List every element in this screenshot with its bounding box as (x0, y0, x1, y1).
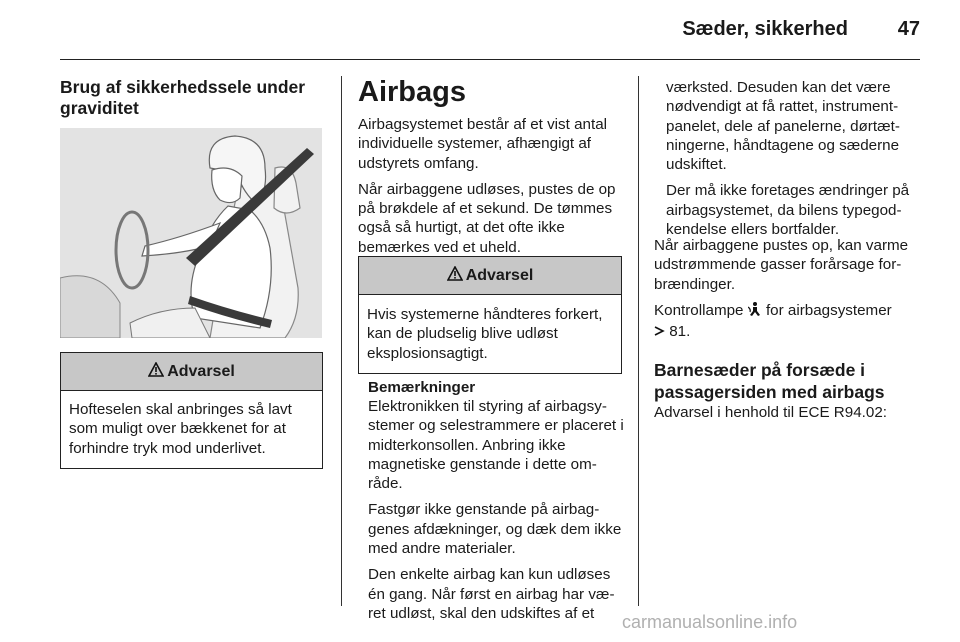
page-header (60, 0, 920, 60)
page-number: 47 (897, 18, 920, 40)
column-divider-1 (341, 76, 342, 606)
warning-text: Hofteselen skal anbringes så lavt som muligt over bækkenet for at forhindre tryk mod underlivet. (69, 401, 292, 457)
notes-title: Bemærkninger (368, 379, 476, 396)
continued-note (666, 78, 922, 239)
note-replacement: Den enkelte airbag kan kun udløses én gang. Når først en airbag har været udløst, skal den udskiftes af et (368, 566, 615, 622)
page-reference-arrow-icon (654, 323, 665, 342)
airbags-heading: Airbags (358, 76, 466, 108)
note-covers: Fastgør ikke genstande på airbaggenes afdækninger, og dæk dem ikke med andre materialer. (368, 501, 622, 558)
child-seat-heading: Barnesæder på forsæde i passagersiden med airbags (654, 360, 885, 403)
hot-gas-paragraph: Når airbaggene pustes op, kan varme udstrømmende gasser forårsage forbrændinger. (654, 237, 909, 293)
airbag-warning-box (358, 256, 622, 374)
indicator-text-b: for airbagsystemer (761, 301, 892, 319)
airbag-lamp-icon (748, 301, 762, 322)
pregnancy-heading: Brug af sikkerhedssele under graviditet (60, 77, 306, 118)
column-divider-2 (638, 76, 639, 606)
indicator-paragraph (654, 301, 924, 343)
notes-block (368, 378, 624, 623)
pregnant-driver-illustration (60, 128, 322, 338)
note-continued: værksted. Desuden kan det være nødvendigt at få rattet, instrumentpanelet, dele af panelerne, dørtætningerne, håndtagene og sæderne udskiftet. (666, 79, 900, 174)
airbags-deploy-paragraph: Når airbaggene udløses, pustes de op på brøkdele af et sekund. De tømmes også så hurtigt, at det ofte ikke bemærkes ved et uheld. (358, 180, 616, 256)
warning-title: Advarsel (167, 362, 235, 380)
warning-triangle-icon (447, 266, 463, 286)
page-reference[interactable]: 81. (669, 323, 691, 341)
note-modifications: Der må ikke foretages ændringer på airbagsystemet, da bilens typegodkendelse ellers bortfalder. (666, 182, 910, 239)
warning-header (359, 257, 621, 295)
section-title: Sæder, sikkerhed (682, 18, 848, 40)
ece-warning-paragraph: Advarsel i henhold til ECE R94.02: (654, 404, 888, 422)
warning-title: Advarsel (465, 266, 534, 284)
watermark-text: carmanualsonline.info (622, 612, 798, 632)
warning-triangle-icon (148, 362, 164, 382)
warning-header (61, 353, 322, 391)
airbags-intro-paragraph: Airbagsystemet består af et vist antal individuelle systemer, afhængigt af udstyrets omfang. (358, 116, 608, 172)
note-electronics: Elektronikken til styring af airbagsystemer og selestrammere er placeret i midterkonsollen. Anbring ikke magnetiske genstande i dette område. (368, 398, 624, 493)
pregnancy-warning-box (60, 352, 323, 469)
right-column (654, 236, 924, 423)
indicator-text-a: Kontrollampe (654, 301, 748, 319)
seatbelt-illustration-svg (60, 128, 322, 338)
warning-text: Hvis systemerne håndteres forkert, kan de pludselig blive udløst eksplosionsagtigt. (367, 306, 603, 362)
